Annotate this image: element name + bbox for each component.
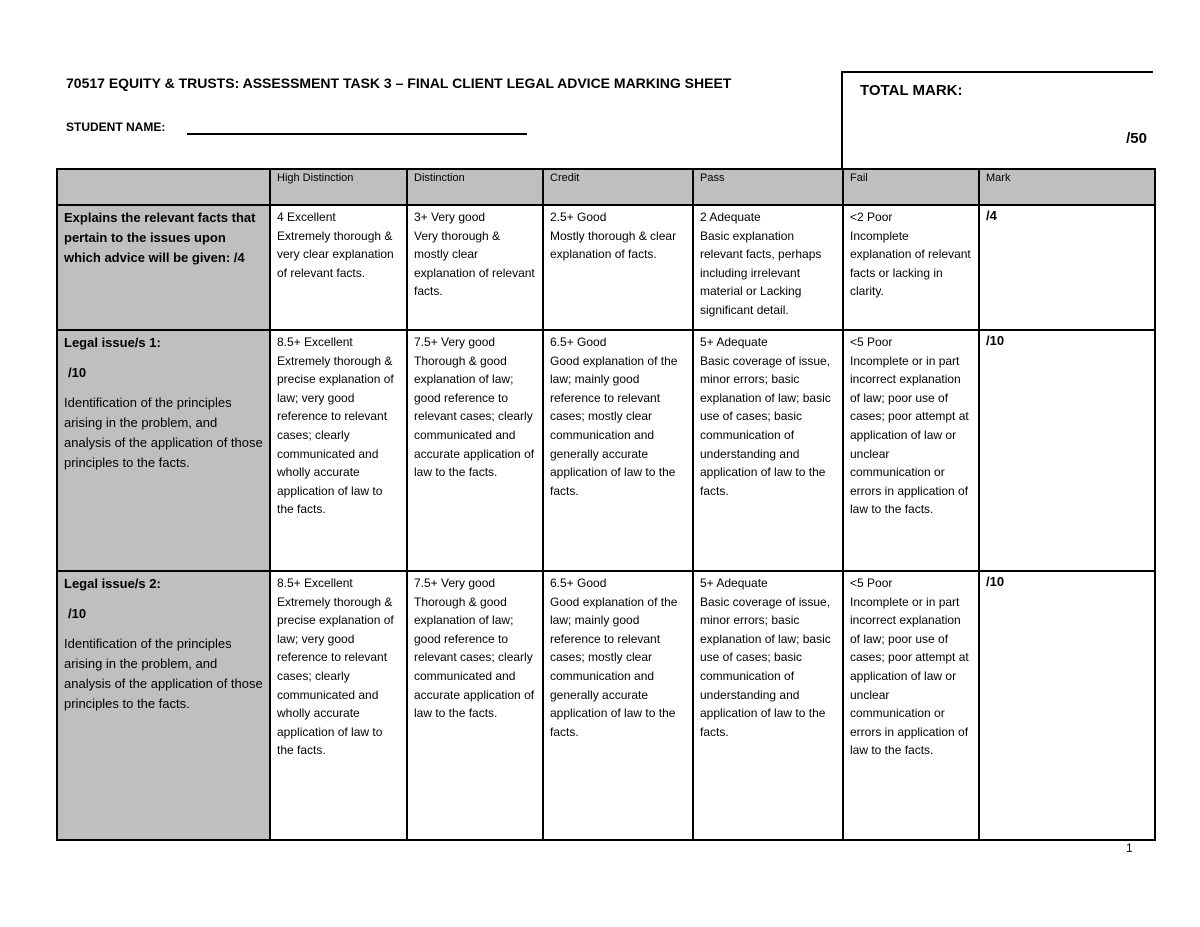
criterion-title: Explains the relevant facts that pertain to the issues upon which advice will be given: /4: [64, 210, 256, 265]
criterion-score: /10: [68, 365, 87, 380]
column-header: Credit: [543, 169, 693, 205]
grade-band-cell: 5+ Adequate Basic coverage of issue, minor errors; basic explanation of law; basic use of cases; basic communication of understanding and application of law to the facts.: [693, 571, 843, 840]
page-number: 1: [1126, 841, 1133, 855]
grade-band-cell: 2.5+ Good Mostly thorough & clear explanation of facts.: [543, 205, 693, 330]
criterion-description: Identification of the principles arising in the problem, and analysis of the application of those principles to the facts.: [64, 395, 263, 470]
column-header: [57, 169, 270, 205]
marking-rubric-table: [56, 168, 1156, 841]
grade-band-cell: 8.5+ Excellent Extremely thorough & precise explanation of law; very good reference to relevant cases; clearly communicated and wholly accurate application of law to the facts.: [270, 330, 407, 571]
mark-cell[interactable]: /4: [979, 205, 1155, 330]
criterion-cell: [57, 330, 270, 571]
total-mark-label: TOTAL MARK:: [860, 82, 963, 99]
grade-band-cell: 7.5+ Very good Thorough & good explanation of law; good reference to relevant cases; clearly communicated and accurate application of law to the facts.: [407, 330, 543, 571]
grade-band-cell: <5 Poor Incomplete or in part incorrect explanation of law; poor use of cases; poor attempt at application of law or unclear communication or errors in application of law to the facts.: [843, 330, 979, 571]
grade-band-cell: 6.5+ Good Good explanation of the law; mainly good reference to relevant cases; mostly clear communication and generally accurate application of law to the facts.: [543, 571, 693, 840]
total-mark-box: [841, 71, 1153, 169]
grade-band-cell: 5+ Adequate Basic coverage of issue, minor errors; basic explanation of law; basic use of cases; basic communication of understanding and application of law to the facts.: [693, 330, 843, 571]
table-header-row: [57, 169, 1155, 205]
student-name-label: STUDENT NAME:: [66, 120, 166, 134]
document-title: 70517 EQUITY & TRUSTS: ASSESSMENT TASK 3 – FINAL CLIENT LEGAL ADVICE MARKING SHEET: [66, 75, 732, 91]
grade-band-cell: 2 Adequate Basic explanation relevant facts, perhaps including irrelevant material or Lacking significant detail.: [693, 205, 843, 330]
criterion-title: Legal issue/s 1:: [64, 335, 161, 350]
grade-band-cell: <5 Poor Incomplete or in part incorrect explanation of law; poor use of cases; poor attempt at application of law or unclear communication or errors in application of law to the facts.: [843, 571, 979, 840]
criterion-cell: [57, 571, 270, 840]
column-header: High Distinction: [270, 169, 407, 205]
column-header: Distinction: [407, 169, 543, 205]
criterion-score: /10: [68, 606, 87, 621]
table-row: [57, 571, 1155, 840]
total-mark-value[interactable]: /50: [1126, 130, 1147, 147]
student-name-field[interactable]: [187, 133, 527, 135]
mark-cell[interactable]: /10: [979, 330, 1155, 571]
mark-cell[interactable]: /10: [979, 571, 1155, 840]
table-row: [57, 330, 1155, 571]
grade-band-cell: 8.5+ Excellent Extremely thorough & precise explanation of law; very good reference to relevant cases; clearly communicated and wholly accurate application of law to the facts.: [270, 571, 407, 840]
grade-band-cell: 3+ Very good Very thorough & mostly clear explanation of relevant facts.: [407, 205, 543, 330]
table-row: [57, 205, 1155, 330]
column-header: Mark: [979, 169, 1155, 205]
criterion-title: Legal issue/s 2:: [64, 576, 161, 591]
grade-band-cell: 4 Excellent Extremely thorough & very clear explanation of relevant facts.: [270, 205, 407, 330]
grade-band-cell: 7.5+ Very good Thorough & good explanation of law; good reference to relevant cases; clearly communicated and accurate application of law to the facts.: [407, 571, 543, 840]
criterion-description: Identification of the principles arising in the problem, and analysis of the application of those principles to the facts.: [64, 636, 263, 711]
column-header: Pass: [693, 169, 843, 205]
grade-band-cell: 6.5+ Good Good explanation of the law; mainly good reference to relevant cases; mostly clear communication and generally accurate application of law to the facts.: [543, 330, 693, 571]
column-header: Fail: [843, 169, 979, 205]
grade-band-cell: <2 Poor Incomplete explanation of relevant facts or lacking in clarity.: [843, 205, 979, 330]
criterion-cell: [57, 205, 270, 330]
